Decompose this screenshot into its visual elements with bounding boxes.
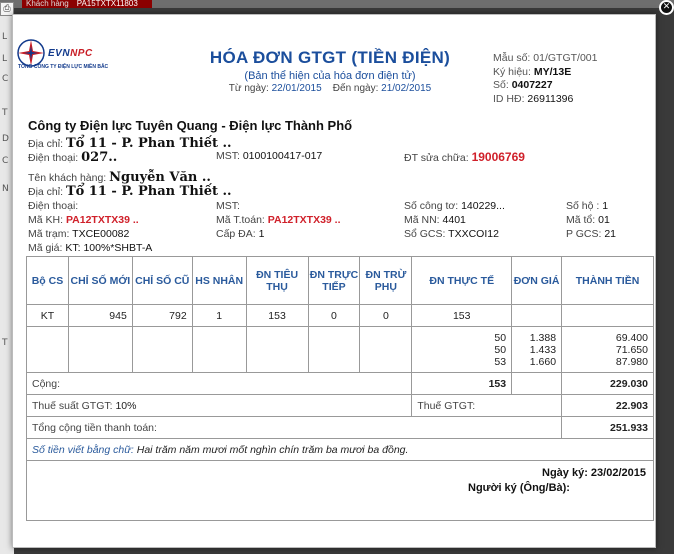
table-row: KT 945 792 1 153 0 0 153 xyxy=(27,305,654,327)
customer-tax-code: MST: xyxy=(216,200,240,212)
billing-period: Từ ngày: 22/01/2015 Đến ngày: 21/02/2015 xyxy=(228,83,432,94)
total-row: Tổng cộng tiền thanh toán: 251.933 xyxy=(27,417,654,439)
column-header: ĐƠN GIÁ xyxy=(512,257,562,305)
invoice-meta: Mẫu số: 01/GTGT/001 Ký hiệu: MY/13E Số: 0407227 ID HĐ: 26911396 xyxy=(493,52,598,105)
seller-address: Địa chỉ: Tổ 11 - P. Phan Thiết .. xyxy=(28,136,232,151)
gcs-page: P GCS: 21 xyxy=(566,228,617,240)
background-glyph: L xyxy=(2,32,8,42)
household-count: Số hộ : 1 xyxy=(566,200,609,212)
gcs-book: Sổ GCS: TXXCOI12 xyxy=(404,228,499,240)
logo-subtitle: TỔNG CÔNG TY ĐIỆN LỰC MIỀN BẮC xyxy=(18,64,109,70)
column-header: CHỈ SỐ CŨ xyxy=(132,257,192,305)
background-glyph: D xyxy=(2,134,9,144)
vat-row: Thuế suất GTGT: 10% Thuế GTGT: 22.903 xyxy=(27,395,654,417)
sign-date: Ngày ký: 23/02/2015 xyxy=(542,467,646,479)
column-header: ĐN TIÊU THỤ xyxy=(246,257,308,305)
background-glyph: L xyxy=(2,54,8,64)
industry-code: Mã NN: 4401 xyxy=(404,214,466,226)
tier-price: 1.388 1.433 1.660 xyxy=(512,327,562,373)
tier-amount: 69.400 71.650 87.980 xyxy=(562,327,654,373)
station-code: Mã trạm: TXCE00082 xyxy=(28,228,130,240)
meter-number: Số công tơ: 140229... xyxy=(404,200,505,212)
invoice-title-block xyxy=(200,48,460,94)
background-glyph: T xyxy=(2,108,8,118)
column-header: ĐN TRỪ PHỤ xyxy=(360,257,412,305)
group-code: Mã tổ: 01 xyxy=(566,214,610,226)
signer: Người ký (Ông/Bà): xyxy=(468,482,570,494)
background-glyph: T xyxy=(2,338,8,348)
background-glyph: N xyxy=(2,184,9,194)
invoice-title: HÓA ĐƠN GTGT (TIỀN ĐIỆN) xyxy=(209,48,451,67)
customer-code: Mã KH: PA12TXTX39 .. xyxy=(28,214,139,226)
column-header: THÀNH TIỀN xyxy=(562,257,654,305)
payment-code: Mã T.toán: PA12TXTX39 .. xyxy=(216,214,341,226)
seller-name: Công ty Điện lực Tuyên Quang - Điện lực Thành Phố xyxy=(28,118,353,133)
logo-text: EVNNPC xyxy=(48,48,93,59)
close-icon: ✕ xyxy=(662,2,671,12)
column-header: Bộ CS xyxy=(27,257,69,305)
column-header: CHỈ SỐ MỚI xyxy=(68,257,132,305)
background-glyph: C xyxy=(2,156,9,166)
invoice-subtitle: (Bản thể hiện của hóa đơn điện tử) xyxy=(244,70,416,82)
price-code: Mã giá: KT: 100%*SHBT-A xyxy=(28,242,153,254)
seller-phone: Điện thoại: 027.. xyxy=(28,150,118,165)
sum-row: Cộng: 153 229.030 xyxy=(27,373,654,395)
customer-address: Địa chỉ: Tổ 11 - P. Phan Thiết .. xyxy=(28,184,232,199)
print-icon[interactable]: ⎙ xyxy=(0,2,14,16)
column-header: ĐN TRỰC TIẾP xyxy=(308,257,360,305)
amount-in-words-row: Số tiền viết bằng chữ: Hai trăm năm mươi mốt nghìn chín trăm ba mươi ba đồng. xyxy=(27,439,654,461)
close-button[interactable] xyxy=(659,0,674,15)
column-header: ĐN THỰC TẾ xyxy=(412,257,512,305)
column-header: HS NHÂN xyxy=(192,257,246,305)
table-header-row xyxy=(27,257,654,305)
background-glyph: C xyxy=(2,74,9,84)
customer-name: Tên khách hàng: Nguyễn Văn .. xyxy=(28,170,211,185)
evn-logo xyxy=(16,36,166,78)
repair-phone: ĐT sửa chữa: 19006769 xyxy=(404,150,525,164)
seller-tax-code: MST: 0100100417-017 xyxy=(216,150,323,162)
background-tab[interactable]: Khách hàng PA15TXTX11803 xyxy=(22,0,152,8)
customer-phone: Điện thoại: xyxy=(28,200,79,212)
tier-kwh: 50 50 53 xyxy=(412,327,512,373)
tier-row xyxy=(27,327,654,373)
voltage-level: Cấp ĐA: 1 xyxy=(216,228,265,240)
